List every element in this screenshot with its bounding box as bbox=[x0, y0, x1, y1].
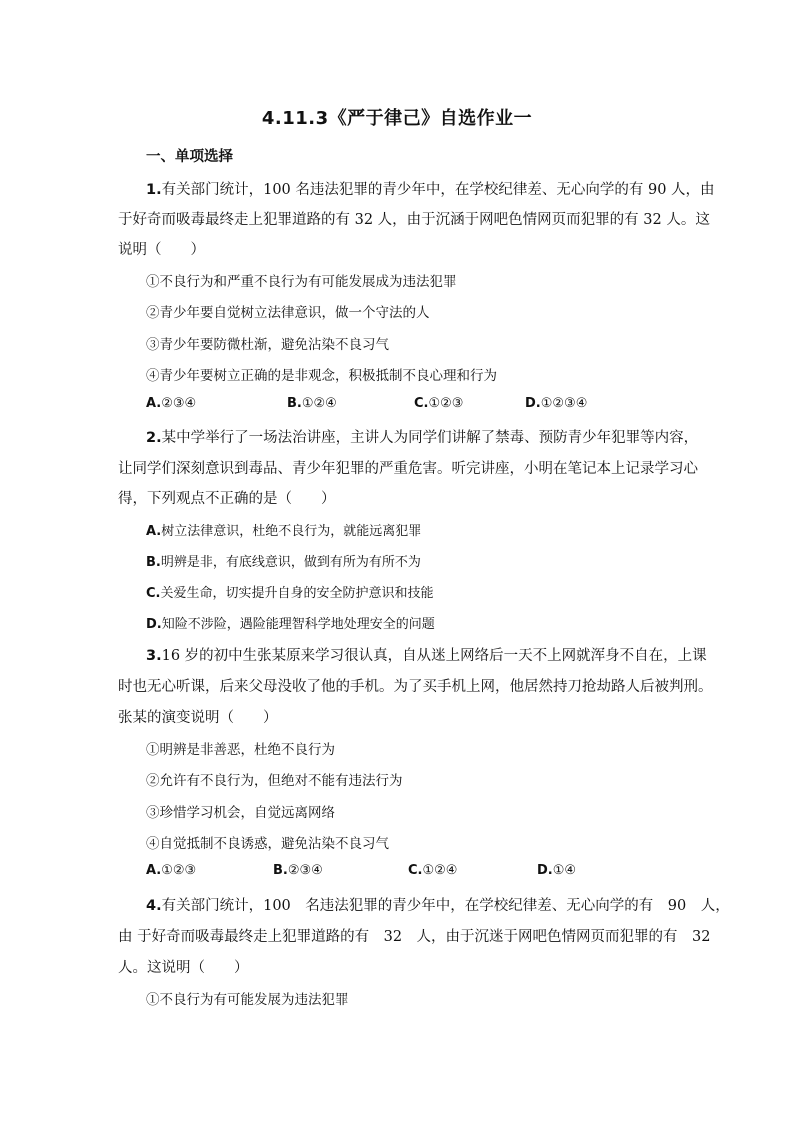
question-2-line-2: 让同学们深刻意识到毒品、青少年犯罪的严重危害。听完讲座，小明在笔记本上记录学习心 bbox=[118, 461, 698, 477]
question-1-choice-b: B.①②④ bbox=[287, 396, 337, 411]
question-1-statement-1: ①不良行为和严重不良行为有可能发展成为违法犯罪 bbox=[146, 274, 457, 290]
question-3-choice-b: B.②③④ bbox=[273, 863, 323, 878]
question-3-statement-1: ①明辨是非善恶，杜绝不良行为 bbox=[146, 742, 335, 758]
question-4-statement-1: ①不良行为有可能发展为违法犯罪 bbox=[146, 992, 349, 1008]
question-1-line-2: 于好奇而吸毒最终走上犯罪道路的有 32 人，由于沉涵于网吧色情网页而犯罪的有 32 人。这 bbox=[118, 212, 710, 228]
question-2-line-1: 2.某中学举行了一场法治讲座，主讲人为同学们讲解了禁毒、预防青少年犯罪等内容， bbox=[146, 430, 699, 446]
question-1-statement-4: ④青少年要树立正确的是非观念，积极抵制不良心理和行为 bbox=[146, 368, 497, 384]
question-1-statement-2: ②青少年要自觉树立法律意识，做一个守法的人 bbox=[146, 305, 430, 321]
question-1-choice-c: C.①②③ bbox=[414, 396, 464, 411]
question-1-choice-a: A.②③④ bbox=[146, 396, 197, 411]
question-1-number: 1. bbox=[146, 182, 162, 198]
question-4-line-3: 人。这说明（ ） bbox=[118, 960, 249, 976]
question-4-line-2: 由 于好奇而吸毒最终走上犯罪道路的有 32 人，由于沉迷于网吧色情网页而犯罪的有 32 bbox=[118, 929, 711, 945]
question-4-line-1: 4.有关部门统计，100 名违法犯罪的青少年中，在学校纪律差、无心向学的有 90 人， bbox=[146, 898, 730, 914]
question-3-choice-c: C.①②④ bbox=[408, 863, 458, 878]
question-1-choice-d: D.①②③④ bbox=[525, 396, 588, 411]
section-heading: 一、单项选择 bbox=[146, 149, 233, 165]
question-1-line-1: 1.有关部门统计，100 名违法犯罪的青少年中，在学校纪律差、无心向学的有 90 人，由 bbox=[146, 182, 715, 198]
question-4-number: 4. bbox=[146, 898, 162, 914]
question-3-line-3: 张某的演变说明（ ） bbox=[118, 710, 278, 726]
question-3-statement-4: ④自觉抵制不良诱惑，避免沾染不良习气 bbox=[146, 836, 389, 852]
question-2-line-3: 得，下列观点不正确的是（ ） bbox=[118, 491, 336, 507]
question-3-statement-2: ②允许有不良行为，但绝对不能有违法行为 bbox=[146, 773, 403, 789]
question-3-choice-a: A.①②③ bbox=[146, 863, 197, 878]
question-2-choice-c: C.关爱生命，切实提升自身的安全防护意识和技能 bbox=[146, 586, 434, 601]
question-2-choice-a: A.树立法律意识，杜绝不良行为，就能远离犯罪 bbox=[146, 524, 422, 539]
question-2-choice-b: B.明辨是非，有底线意识，做到有所为有所不为 bbox=[146, 555, 421, 570]
question-3-statement-3: ③珍惜学习机会，自觉远离网络 bbox=[146, 805, 335, 821]
question-3-line-2: 时也无心听课，后来父母没收了他的手机。为了买手机上网，他居然持刀抢劫路人后被判刑。 bbox=[118, 679, 713, 695]
question-3-line-1: 3.16 岁的初中生张某原来学习很认真，自从迷上网络后一天不上网就浑身不自在，上课 bbox=[146, 648, 707, 664]
question-2-number: 2. bbox=[146, 430, 162, 446]
question-3-choice-d: D.①④ bbox=[537, 863, 577, 878]
question-1-line-3: 说明（ ） bbox=[118, 242, 205, 258]
question-1-statement-3: ③青少年要防微杜渐，避免沾染不良习气 bbox=[146, 337, 389, 353]
document-title: 4.11.3《严于律己》自选作业一 bbox=[261, 108, 533, 129]
question-2-choice-d: D.知险不涉险，遇险能理智科学地处理安全的问题 bbox=[146, 617, 435, 632]
question-3-number: 3. bbox=[146, 648, 162, 664]
